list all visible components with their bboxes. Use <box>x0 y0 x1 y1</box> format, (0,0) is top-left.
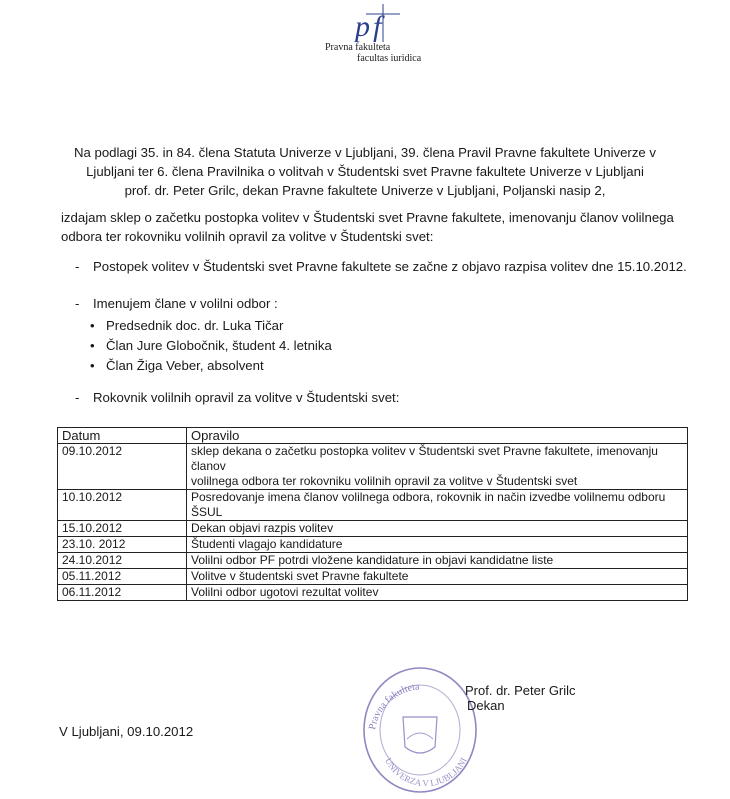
table-row <box>58 553 688 569</box>
list-item: • Predsednik doc. dr. Luka Tičar <box>90 316 332 336</box>
table-row <box>58 521 688 537</box>
date-cell: 09.10.2012 <box>58 444 187 490</box>
table-row <box>58 569 688 585</box>
schedule-table <box>57 427 688 601</box>
date-cell: 15.10.2012 <box>58 521 187 537</box>
schedule-item <box>75 390 399 405</box>
table-row <box>58 537 688 553</box>
svg-text:p: p <box>355 10 370 42</box>
task-cell: Posredovanje imena članov volilnega odbora, rokovnik in način izvedbe volilnemu odboru ŠSUL <box>187 490 688 521</box>
dash-bullet: - <box>75 259 80 274</box>
bullet-icon: • <box>90 338 95 353</box>
committee-item <box>75 296 278 311</box>
svg-text:UNIVERZA V LJUBLJANI <box>383 756 469 788</box>
date-cell: 05.11.2012 <box>58 569 187 585</box>
committee-intro-text: Imenujem člane v volilni odbor : <box>93 296 278 311</box>
table-row <box>58 490 688 521</box>
date-cell: 23.10. 2012 <box>58 537 187 553</box>
dash-bullet: - <box>75 296 80 311</box>
task-cell: sklep dekana o začetku postopka volitev v Študentski svet Pravne fakultete, imenovanju članov volilnega odbora ter rokovniku volilnih opravil za volitve v Študentski svet <box>187 444 688 490</box>
stamp-seal-icon <box>355 655 485 795</box>
intro-line: Ljubljani ter 6. člena Pravilnika o volitvah v Študentski svet Pravne fakultete Univerze v Ljubljani <box>86 164 644 179</box>
signature-block <box>465 683 576 713</box>
faculty-logo <box>325 2 445 72</box>
table-row <box>58 585 688 601</box>
bullet-icon: • <box>90 318 95 333</box>
signatory-title: Dekan <box>467 698 505 713</box>
table-header-row <box>58 428 688 444</box>
logo-line2: facultas iuridica <box>357 53 422 64</box>
pf-logo-icon <box>325 2 445 42</box>
task-cell: Volilni odbor ugotovi rezultat volitev <box>187 585 688 601</box>
list-item: • Član Jure Globočnik, študent 4. letnika <box>90 336 332 356</box>
logo-line1: Pravna fakulteta <box>325 42 391 53</box>
column-header-task: Opravilo <box>187 428 688 444</box>
task-cell: Dekan objavi razpis volitev <box>187 521 688 537</box>
date-cell: 10.10.2012 <box>58 490 187 521</box>
svg-text:f: f <box>373 10 382 42</box>
decision-line: izdajam sklep o začetku postopka volitev v Študentski svet Pravne fakultete, imenovanju članov volilnega <box>61 210 674 225</box>
date-cell: 06.11.2012 <box>58 585 187 601</box>
place-date: V Ljubljani, 09.10.2012 <box>59 724 194 739</box>
date-cell: 24.10.2012 <box>58 553 187 569</box>
task-cell: Volilni odbor PF potrdi vložene kandidature in objavi kandidatne liste <box>187 553 688 569</box>
decision-line: odbora ter rokovniku volilnih opravil za volitve v Študentski svet: <box>61 229 434 244</box>
bullet-icon: • <box>90 358 95 373</box>
task-cell: Volitve v študentski svet Pravne fakultete <box>187 569 688 585</box>
stamp-text-top: Pravna fakulteta <box>367 681 420 731</box>
intro-line: prof. dr. Peter Grilc, dekan Pravne fakultete Univerze v Ljubljani, Poljanski nasip 2, <box>124 183 606 198</box>
intro-line: Na podlagi 35. in 84. člena Statuta Univerze v Ljubljani, 39. člena Pravil Pravne fakultete Univerze v <box>73 145 657 160</box>
list-item: • Član Žiga Veber, absolvent <box>90 356 332 376</box>
procedure-text: Postopek volitev v Študentski svet Pravne fakultete se začne z objavo razpisa volitev dne 15.10.2012. <box>93 259 687 274</box>
task-cell: Študenti vlagajo kandidature <box>187 537 688 553</box>
column-header-date: Datum <box>58 428 187 444</box>
decision-paragraph <box>61 208 691 246</box>
stamp-text-bottom: UNIVERZA V LJUBLJANI <box>383 756 469 789</box>
table-row <box>58 444 688 490</box>
procedure-item <box>75 259 687 274</box>
dash-bullet: - <box>75 390 80 405</box>
committee-members-list <box>90 316 332 376</box>
intro-paragraph <box>60 143 670 200</box>
schedule-intro-text: Rokovnik volilnih opravil za volitve v Študentski svet: <box>93 390 400 405</box>
signatory-name: Prof. dr. Peter Grilc <box>465 683 576 698</box>
official-stamp <box>355 655 485 795</box>
svg-text:Pravna fakulteta <box>367 681 420 730</box>
